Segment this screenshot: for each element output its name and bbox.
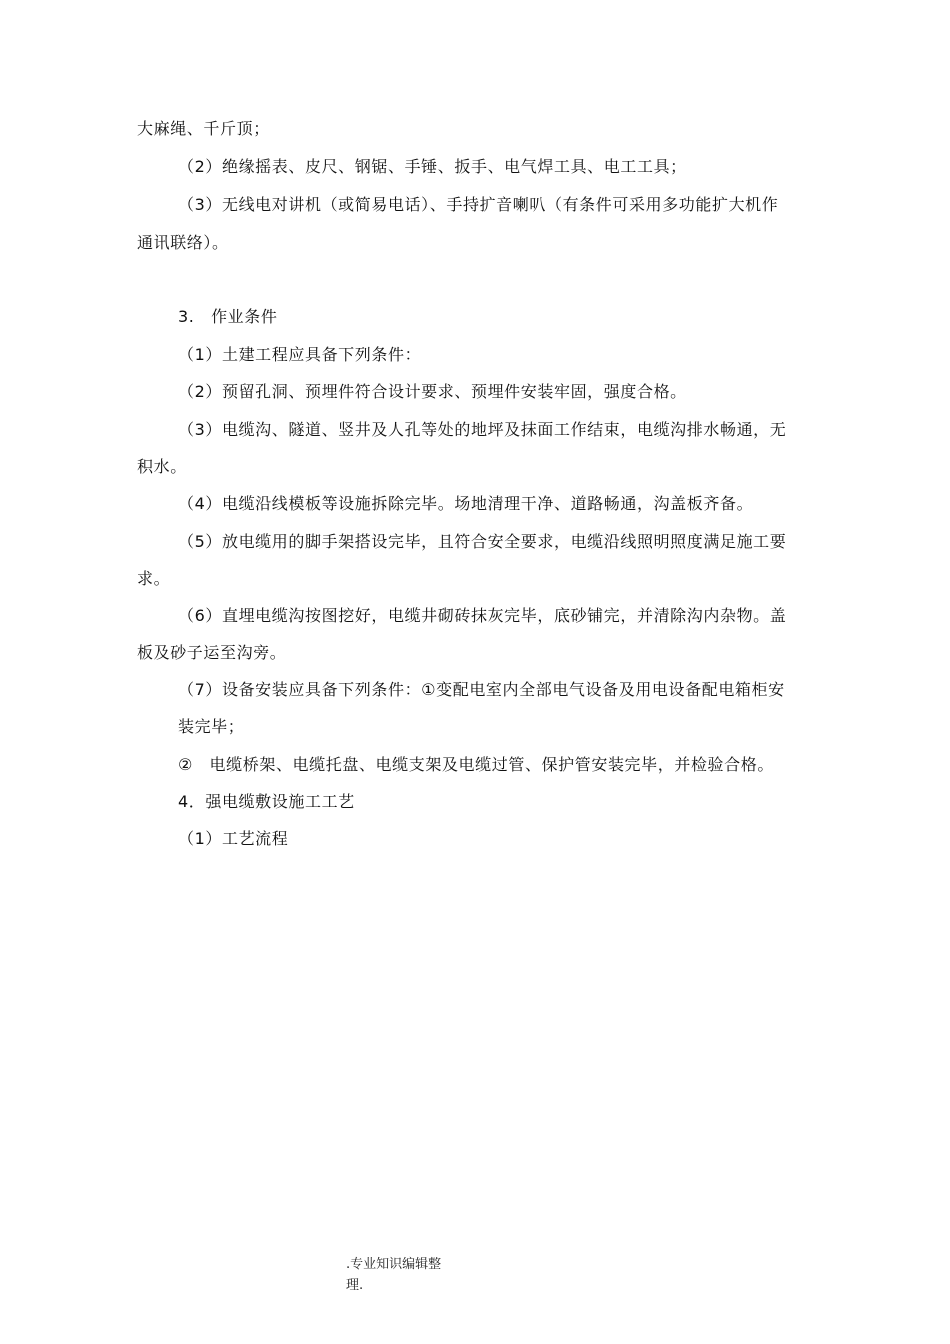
text-line: 装完毕； [178,717,245,736]
text-line: （1）土建工程应具备下列条件： [178,345,422,364]
text-line: 求。 [137,569,171,588]
text-line: （6）直埋电缆沟按图挖好，电缆井砌砖抹灰完毕，底砂铺完，并清除沟内杂物。盖 [178,606,787,625]
footer-text: .专业知识编辑整 [346,1257,442,1272]
text-line: （4）电缆沿线模板等设施拆除完毕。场地清理干净、道路畅通，沟盖板齐备。 [178,494,754,513]
text-line: ② 电缆桥架、电缆托盘、电缆支架及电缆过管、保护管安装完毕，并检验合格。 [178,755,774,774]
section-heading: 3. 作业条件 [178,307,278,326]
text-line: （3）电缆沟、隧道、竖井及人孔等处的地坪及抹面工作结束，电缆沟排水畅通，无 [178,420,787,439]
text-line: （3）无线电对讲机（或简易电话）、手持扩音喇叭（有条件可采用多功能扩大机作 [178,195,779,214]
text-line: 大麻绳、千斤顶； [137,119,270,138]
text-line: （7）设备安装应具备下列条件：①变配电室内全部电气设备及用电设备配电箱柜安 [178,680,785,699]
text-line: 通讯联络）。 [137,233,229,252]
text-line: （2）预留孔洞、预埋件符合设计要求、预埋件安装牢固，强度合格。 [178,382,687,401]
text-line: （5）放电缆用的脚手架搭设完毕，且符合安全要求，电缆沿线照明照度满足施工要 [178,532,787,551]
text-line: 板及砂子运至沟旁。 [137,643,287,662]
text-line: 积水。 [137,457,187,476]
text-line: （1）工艺流程 [178,829,289,848]
text-line: （2）绝缘摇表、皮尺、钢锯、手锤、扳手、电气焊工具、电工工具； [178,157,687,176]
section-heading: 4．强电缆敷设施工工艺 [178,792,355,811]
footer-text: 理. [346,1278,364,1293]
